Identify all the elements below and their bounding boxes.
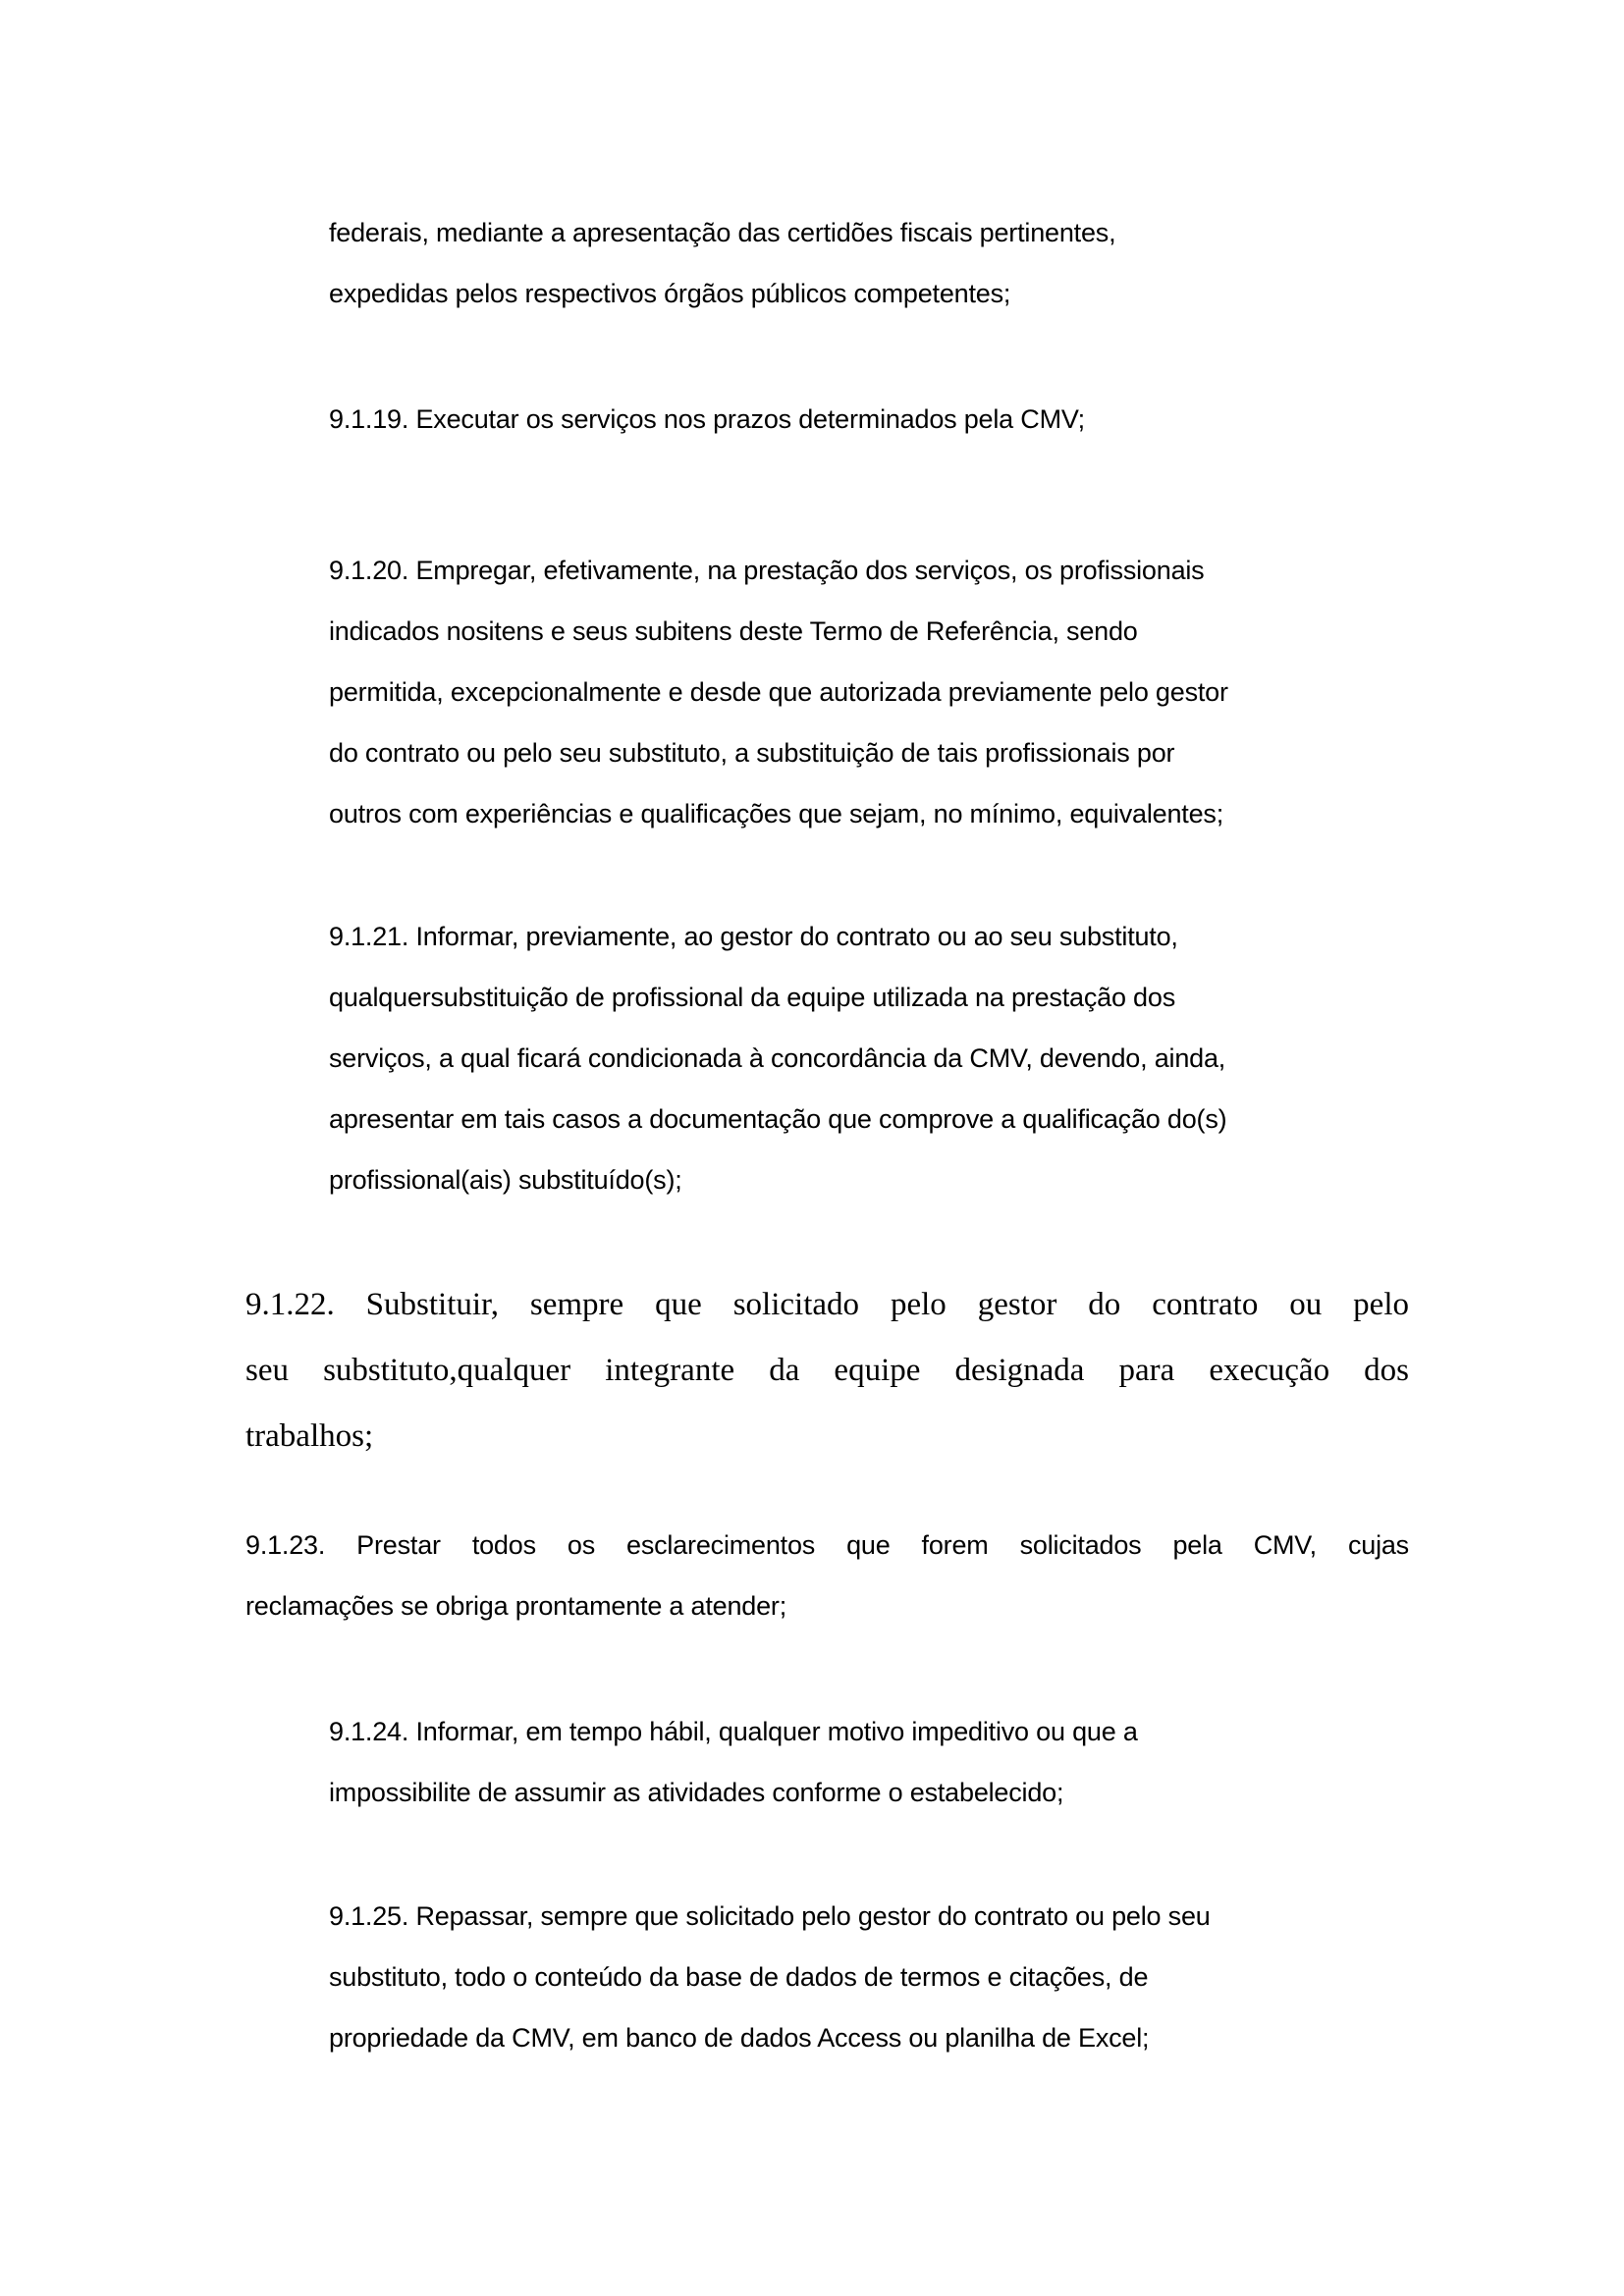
text-line: impossibilite de assumir as atividades conforme o estabelecido; <box>329 1778 1064 1807</box>
paragraph-clause-9-1-21 <box>329 906 1394 1210</box>
paragraph-clause-9-1-24 <box>329 1701 1394 1823</box>
text-line: 9.1.19. Executar os serviços nos prazos determinados pela CMV; <box>329 404 1085 434</box>
text-line: 9.1.25. Repassar, sempre que solicitado pelo gestor do contrato ou pelo seu <box>329 1901 1211 1931</box>
paragraph-clause-9-1-18-continuation <box>329 202 1394 324</box>
paragraph-clause-9-1-20 <box>329 540 1394 844</box>
text-line: outros com experiências e qualificações que sejam, no mínimo, equivalentes; <box>329 799 1223 828</box>
paragraph-clause-9-1-19 <box>329 389 1394 450</box>
paragraph-clause-9-1-22 <box>245 1272 1409 1469</box>
text-line: indicados nositens e seus subitens deste Termo de Referência, sendo <box>329 616 1138 646</box>
text-line: 9.1.22. Substituir, sempre que solicitado pelo gestor do contrato ou pelo <box>245 1287 1409 1322</box>
paragraph-clause-9-1-23 <box>245 1515 1409 1636</box>
text-line: trabalhos; <box>245 1418 374 1454</box>
text-line: reclamações se obriga prontamente a atender; <box>245 1591 787 1621</box>
text-line: permitida, excepcionalmente e desde que autorizada previamente pelo gestor <box>329 677 1228 707</box>
text-line: do contrato ou pelo seu substituto, a substituição de tais profissionais por <box>329 738 1175 768</box>
text-line: 9.1.24. Informar, em tempo hábil, qualquer motivo impeditivo ou que a <box>329 1717 1138 1746</box>
text-line: propriedade da CMV, em banco de dados Access ou planilha de Excel; <box>329 2023 1150 2053</box>
text-line: 9.1.23. Prestar todos os esclarecimentos que forem solicitados pela CMV, cujas <box>245 1530 1409 1560</box>
text-line: apresentar em tais casos a documentação que comprove a qualificação do(s) <box>329 1104 1227 1134</box>
text-line: substituto, todo o conteúdo da base de dados de termos e citações, de <box>329 1962 1149 1992</box>
text-line: profissional(ais) substituído(s); <box>329 1165 682 1195</box>
text-line: qualquersubstituição de profissional da equipe utilizada na prestação dos <box>329 983 1175 1012</box>
text-line: expedidas pelos respectivos órgãos públicos competentes; <box>329 279 1011 308</box>
text-line: federais, mediante a apresentação das certidões fiscais pertinentes, <box>329 218 1116 247</box>
text-line: seu substituto,qualquer integrante da equipe designada para execução dos <box>245 1353 1409 1388</box>
text-line: serviços, a qual ficará condicionada à concordância da CMV, devendo, ainda, <box>329 1043 1226 1073</box>
text-line: 9.1.21. Informar, previamente, ao gestor do contrato ou ao seu substituto, <box>329 922 1178 951</box>
paragraph-clause-9-1-25 <box>329 1886 1394 2068</box>
text-line: 9.1.20. Empregar, efetivamente, na prestação dos serviços, os profissionais <box>329 556 1205 585</box>
